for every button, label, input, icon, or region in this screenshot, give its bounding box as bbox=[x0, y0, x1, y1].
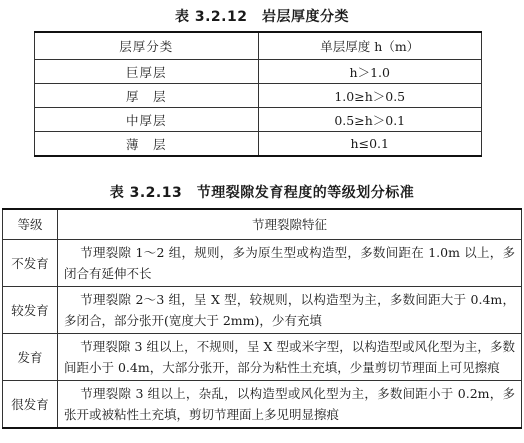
table2-caption: 表 3.2.13 节理裂隙发育程度的等级划分标准 bbox=[109, 185, 415, 201]
table-header-row bbox=[35, 32, 482, 60]
thickness-class-cell: 薄 层 bbox=[35, 132, 259, 157]
grade-cell: 发育 bbox=[3, 334, 58, 381]
table-row bbox=[3, 381, 522, 429]
feature-cell: 节理裂隙 1～2 组，规则，多为原生型或构造型，多数间距在 1.0m 以上，多闭合有延伸不长 bbox=[58, 240, 522, 287]
grade-cell: 不发育 bbox=[3, 240, 58, 287]
joint-development-table bbox=[2, 208, 522, 429]
thickness-range-cell: h≤0.1 bbox=[258, 132, 482, 157]
grade-cell: 较发育 bbox=[3, 287, 58, 334]
thickness-range-cell: h＞1.0 bbox=[258, 60, 482, 84]
table-row bbox=[35, 84, 482, 108]
thickness-range-cell: 0.5≥h＞0.1 bbox=[258, 108, 482, 132]
header-cell: 等级 bbox=[3, 209, 58, 240]
thickness-range-cell: 1.0≥h＞0.5 bbox=[258, 84, 482, 108]
thickness-class-cell: 巨厚层 bbox=[35, 60, 259, 84]
table-row bbox=[35, 132, 482, 157]
table-row bbox=[35, 108, 482, 132]
thickness-class-cell: 厚 层 bbox=[35, 84, 259, 108]
table-row bbox=[3, 287, 522, 334]
feature-cell: 节理裂隙 3 组以上，杂乱，以构造型或风化型为主，多数间距小于 0.2m，多张开或被粘性土充填，剪切节理面上多见明显擦痕 bbox=[58, 381, 522, 429]
header-cell: 层厚分类 bbox=[35, 32, 259, 60]
table1-caption: 表 3.2.12 岩层厚度分类 bbox=[175, 9, 349, 25]
table-header-row bbox=[3, 209, 522, 240]
header-cell: 节理裂隙特征 bbox=[58, 209, 522, 240]
thickness-class-cell: 中厚层 bbox=[35, 108, 259, 132]
feature-cell: 节理裂隙 3 组以上，不规则，呈 X 型或米字型，以构造型或风化型为主，多数间距小于 0.4m，大部分张开，部分为粘性土充填，少量剪切节理面上可见擦痕 bbox=[58, 334, 522, 381]
grade-cell: 很发育 bbox=[3, 381, 58, 429]
table-row bbox=[3, 334, 522, 381]
feature-cell: 节理裂隙 2～3 组，呈 X 型，较规则，以构造型为主，多数间距大于 0.4m，多闭合，部分张开(宽度大于 2mm)，少有充填 bbox=[58, 287, 522, 334]
table-row bbox=[3, 240, 522, 287]
table-row bbox=[35, 60, 482, 84]
header-cell: 单层厚度 h（m） bbox=[258, 32, 482, 60]
rock-thickness-table bbox=[34, 31, 482, 157]
